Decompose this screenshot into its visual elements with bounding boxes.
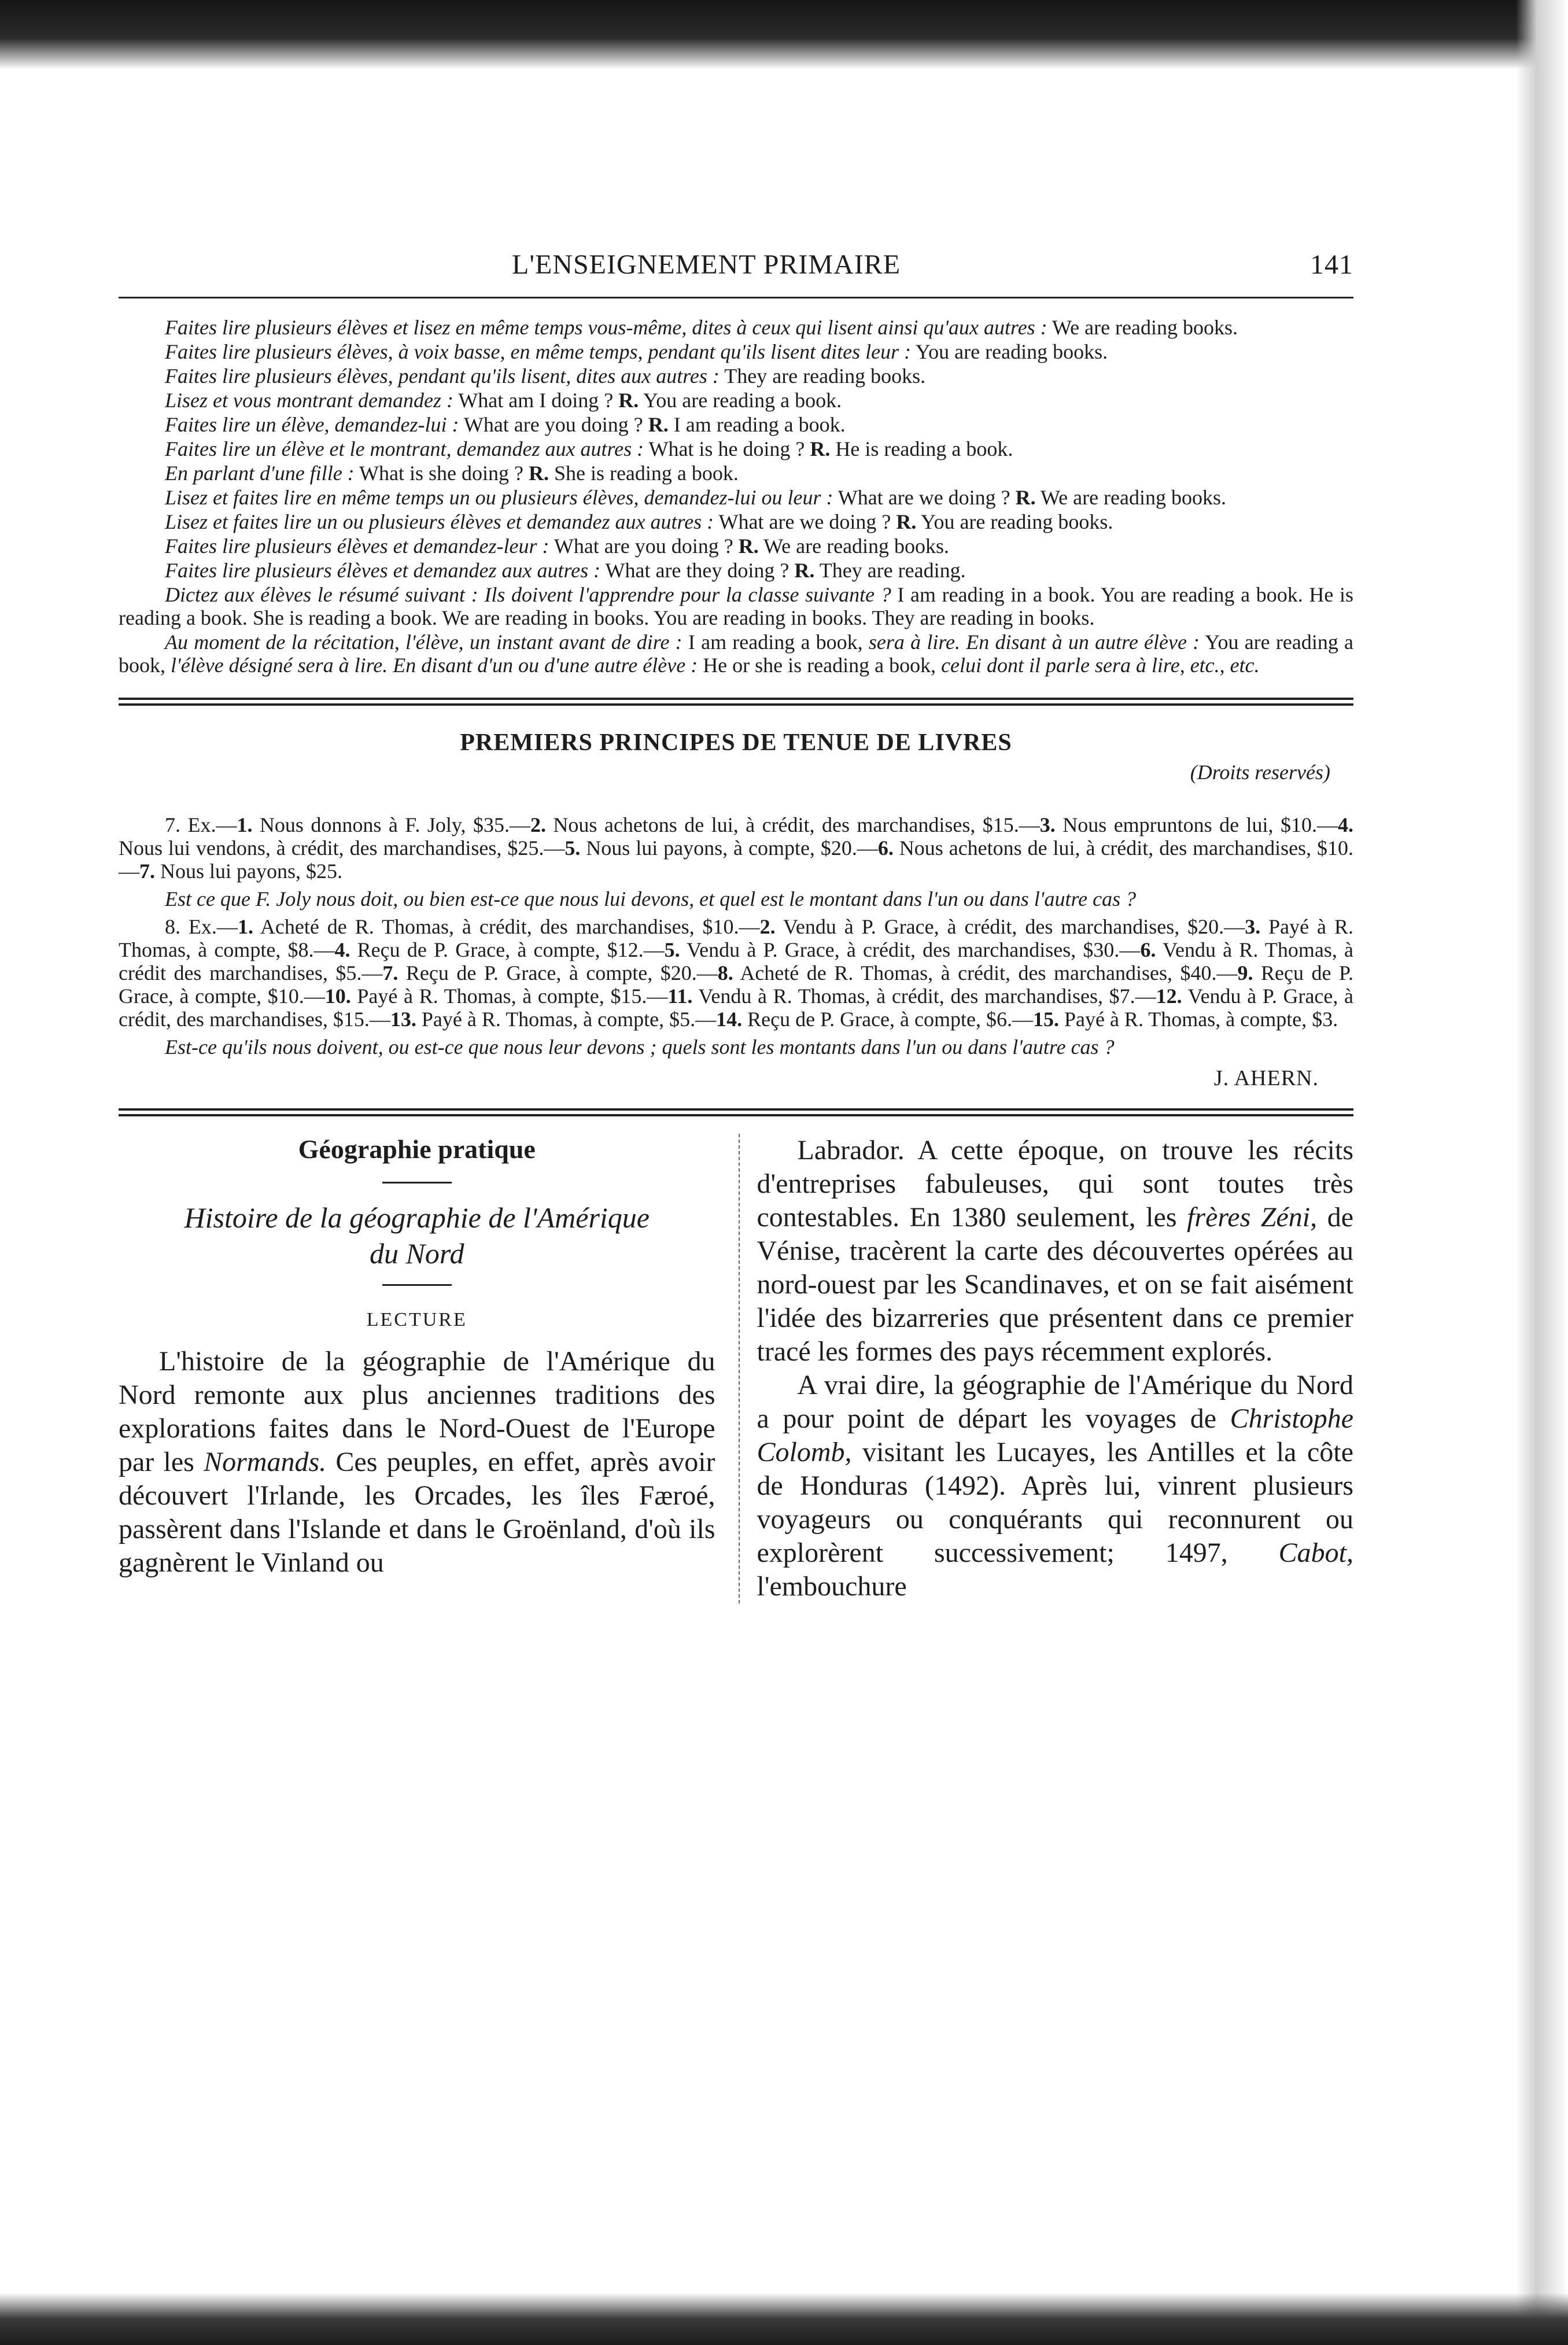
item-number: 9. [1237, 961, 1253, 985]
italic-text: sera à lire. En disant à un autre élève : [868, 631, 1200, 654]
exercise-paragraph [119, 364, 1353, 388]
geography-title: Géographie pratique [298, 1134, 536, 1164]
text-run: What is he doing ? [644, 437, 810, 460]
journal-title: L'ENSEIGNEMENT PRIMAIRE [512, 249, 901, 280]
text-run: We are reading books. [758, 534, 950, 558]
text-run: What am I doing ? [453, 389, 619, 412]
lecture-label: LECTURE [366, 1309, 467, 1330]
right-column [740, 1134, 1354, 1603]
page-number: 141 [1310, 249, 1353, 280]
exercise-paragraph [119, 389, 1353, 412]
text-run: Reçu de P. Grace, à compte, $12.— [350, 938, 665, 961]
rights-notice: (Droits reservés) [1190, 761, 1330, 784]
exercise-paragraph [119, 316, 1353, 339]
exercise-paragraph [119, 486, 1353, 509]
bookkeeping-exercises [119, 813, 1353, 1059]
text-run: Nous lui payons, à compte, $20.— [580, 836, 878, 860]
left-column-text [119, 1345, 715, 1580]
geography-columns [119, 1134, 1353, 1603]
italic-text: Faites lire un élève, demandez-lui : [165, 413, 459, 436]
item-number: 3. [1245, 915, 1261, 938]
text-run: What are you doing ? [459, 413, 648, 436]
text-run: You are reading books. [911, 340, 1108, 363]
item-number: 3. [1039, 813, 1056, 836]
italic-text: Est-ce qu'ils nous doivent, ou est-ce que nous leur devons ; quels sont les montants dans l'un ou dans l'autre cas ? [165, 1035, 1115, 1059]
text-run: Nous achetons de lui, à crédit, des marchandises, $15.— [545, 813, 1040, 836]
item-number: 4. [334, 938, 351, 961]
bookkeeping-title: PREMIERS PRINCIPES DE TENUE DE LIVRES [460, 729, 1012, 756]
text-run: Reçu de P. Grace, à compte, $20.— [398, 961, 718, 985]
text-run: What are you doing ? [549, 534, 739, 558]
bookkeeping-paragraph [119, 1035, 1353, 1059]
bookkeeping-paragraph [119, 887, 1353, 910]
italic-text: Est ce que F. Joly nous doit, ou bien est-ce que nous lui devons, et quel est le montant dans l'un ou dans l'autre cas ? [165, 887, 1137, 910]
item-number: 6. [1140, 938, 1156, 961]
article-subtitle [119, 1200, 715, 1271]
text-run: Payé à R. Thomas, à compte, $8.— [119, 915, 1353, 961]
item-number: 14. [716, 1008, 743, 1031]
item-number: 5. [565, 836, 581, 860]
italic-text: Normands. [204, 1447, 327, 1477]
text-run: You are reading a book, [119, 631, 1354, 677]
item-number: 13. [390, 1008, 416, 1031]
item-number: R. [810, 437, 831, 460]
italic-text: Lisez et vous montrant demandez : [165, 389, 453, 412]
text-run: Nous empruntons de lui, $10.— [1055, 813, 1338, 836]
text-run: Vendu à P. Grace, à crédit, des marchandises, $20.— [775, 915, 1245, 938]
text-run: I am reading a book. [668, 413, 846, 436]
text-run: He is reading a book. [830, 437, 1013, 460]
left-column [119, 1134, 740, 1603]
text-run: Nous lui vendons, à crédit, des marchandises, $25.— [119, 836, 565, 860]
text-run: I am reading in a book. You are reading a book. He is reading a book. She is reading a book. We are reading in books. You are reading in books. They are reading in books. [119, 583, 1353, 629]
exercise-paragraph [119, 413, 1353, 436]
item-number: 4. [1338, 813, 1354, 836]
text-run: Acheté de R. Thomas, à crédit, des marchandises, $40.— [733, 961, 1238, 985]
italic-text: Cabot, [1278, 1537, 1353, 1568]
item-number: 1. [237, 813, 253, 836]
text-run: L'histoire de la géographie de l'Amérique du Nord remonte aux plus anciennes traditions des explorations faites dans le Nord-Ouest de l'Europe par les [119, 1346, 715, 1477]
exercise-paragraph [119, 559, 1353, 582]
italic-text: Faites lire plusieurs élèves et demandez aux autres : [165, 559, 601, 582]
item-number: 7. [139, 860, 155, 883]
article-subtitle-line2: du Nord [370, 1237, 464, 1270]
text-run: They are reading books. [719, 364, 926, 388]
text-run: You are reading books. [916, 510, 1113, 533]
item-number: R. [1015, 486, 1036, 509]
scan-shadow-bottom [0, 2293, 1568, 2345]
right-column-text [757, 1134, 1354, 1603]
item-number: 2. [530, 813, 546, 836]
item-number: 12. [1156, 985, 1182, 1008]
italic-text: Christophe Colomb, [757, 1403, 1353, 1468]
text-run: They are reading. [814, 559, 966, 582]
text-run: Labrador. A cette époque, on trouve les récits d'entreprises fabuleuses, qui sont toutes très contestables. En 1380 seulement, les [757, 1135, 1353, 1233]
text-run: l'embouchure [757, 1571, 907, 1602]
italic-text: Lisez et faites lire en même temps un ou plusieurs élèves, demandez-lui ou leur : [165, 486, 833, 509]
exercise-paragraph [119, 631, 1353, 677]
article-paragraph [757, 1369, 1354, 1603]
text-run: You are reading a book. [639, 389, 842, 412]
text-run: What are we doing ? [833, 486, 1016, 509]
running-header [119, 249, 1353, 293]
item-number: 5. [664, 938, 680, 961]
article-paragraph [757, 1134, 1354, 1369]
italic-text: Au moment de la récitation, l'élève, un instant avant de dire : [165, 631, 682, 654]
title-rule [382, 1182, 452, 1183]
italic-text: Faites lire plusieurs élèves, pendant qu'ils lisent, dites aux autres : [165, 364, 720, 388]
item-number: 6. [877, 836, 894, 860]
header-rule [119, 297, 1353, 298]
item-number: 2. [759, 915, 776, 938]
italic-text: l'élève désigné sera à lire. En disant d'un ou d'une autre élève : [171, 654, 698, 677]
italic-text: Faites lire plusieurs élèves, à voix basse, en même temps, pendant qu'ils lisent dites leur : [165, 340, 912, 363]
text-run: de Vénise, tracèrent la carte des découvertes opérées au nord-ouest par les Scandinaves, et on se fait aisément l'idée des bizarreries que présentent dans ce premier tracé les formes des pays récemment explorés. [757, 1202, 1354, 1367]
exercise-paragraph [119, 583, 1353, 629]
text-run: 8. Ex.— [165, 915, 238, 938]
author-signature: J. AHERN. [1213, 1066, 1319, 1090]
item-number: 1. [237, 915, 253, 938]
text-run: Nous donnons à F. Joly, $35.— [252, 813, 530, 836]
italic-text: Faites lire un élève et le montrant, demandez aux autres : [165, 437, 644, 460]
text-run: He or she is reading a book, [698, 654, 942, 677]
text-run: Nous lui payons, $25. [155, 860, 342, 883]
bookkeeping-paragraph [119, 915, 1353, 1031]
italic-text: Lisez et faites lire un ou plusieurs élèves et demandez aux autres : [165, 510, 714, 533]
item-number: R. [896, 510, 917, 533]
section-divider-2 [119, 1108, 1353, 1116]
text-run: Vendu à P. Grace, à crédit, des marchandises, $15.— [119, 985, 1353, 1031]
text-run: What are we doing ? [714, 510, 896, 533]
item-number: R. [738, 534, 759, 558]
section-divider [119, 698, 1353, 706]
exercise-paragraph [119, 534, 1353, 558]
text-run: Nous achetons de lui, à crédit, des marchandises, $10.— [119, 836, 1353, 883]
text-run: Payé à R. Thomas, à compte, $15.— [351, 985, 668, 1008]
item-number: 15. [1032, 1008, 1059, 1031]
text-run: Acheté de R. Thomas, à crédit, des marchandises, $10.— [253, 915, 760, 938]
text-run: A vrai dire, la géographie de l'Amérique du Nord a pour point de départ les voyages de [757, 1370, 1353, 1434]
item-number: 8. [717, 961, 733, 985]
text-run: Reçu de P. Grace, à compte, $6.— [742, 1008, 1033, 1031]
italic-text: celui dont il parle sera à lire, etc., etc. [941, 654, 1260, 677]
item-number: R. [618, 389, 639, 412]
bookkeeping-paragraph [119, 813, 1353, 883]
exercise-paragraph [119, 340, 1353, 363]
text-run: Vendu à R. Thomas, à crédit, des marchandises, $7.— [692, 985, 1156, 1008]
article-paragraph [119, 1345, 715, 1580]
italic-text: En parlant d'une fille : [165, 462, 355, 485]
exercise-paragraph [119, 462, 1353, 485]
item-number: 7. [382, 961, 399, 985]
subtitle-rule [382, 1284, 452, 1286]
item-number: R. [794, 559, 815, 582]
exercise-paragraph [119, 437, 1353, 460]
italic-text: frères Zéni, [1187, 1202, 1318, 1233]
scan-shadow-top [0, 0, 1568, 69]
italic-text: Faites lire plusieurs élèves et demandez-leur : [165, 534, 549, 558]
item-number: R. [648, 413, 669, 436]
scan-shadow-right [1516, 0, 1568, 2345]
text-run: Payé à R. Thomas, à compte, $3. [1058, 1008, 1338, 1031]
text-run: She is reading a book. [548, 462, 739, 485]
text-run: visitant les Lucayes, les Antilles et la côte de Honduras (1492). Après lui, vinrent plusieurs voyageurs ou conquérants qui reconnurent ou explorèrent successivement; 1497, [757, 1437, 1353, 1568]
text-run: We are reading books. [1047, 316, 1238, 339]
text-run: 7. Ex.— [165, 813, 237, 836]
text-run: What is she doing ? [354, 462, 529, 485]
text-run: We are reading books. [1035, 486, 1226, 509]
italic-text: Dictez aux élèves le résumé suivant : Ils doivent l'apprendre pour la classe suivante ? [165, 583, 891, 606]
item-number: 11. [667, 985, 693, 1008]
item-number: 10. [324, 985, 351, 1008]
item-number: R. [528, 462, 549, 485]
article-subtitle-line1: Histoire de la géographie de l'Amérique [184, 1201, 650, 1234]
text-run: Vendu à P. Grace, à crédit, des marchandises, $30.— [680, 938, 1141, 961]
text-run: Reçu de P. Grace, à compte, $10.— [119, 961, 1353, 1008]
italic-text: Faites lire plusieurs élèves et lisez en même temps vous-même, dites à ceux qui lisent ainsi qu'aux autres : [165, 316, 1047, 339]
text-run: Vendu à R. Thomas, à crédit des marchandises, $5.— [119, 938, 1354, 985]
text-run: Ces peuples, en effet, après avoir découvert l'Irlande, les Orcades, les îles Færoé, passèrent dans l'Islande et dans le Groënland, d'où ils gagnèrent le Vinland ou [119, 1447, 715, 1578]
reading-exercises [119, 316, 1353, 677]
page-content [119, 249, 1353, 1603]
text-run: What are they doing ? [600, 559, 795, 582]
text-run: I am reading a book, [682, 631, 869, 654]
text-run: Payé à R. Thomas, à compte, $5.— [416, 1008, 717, 1031]
exercise-paragraph [119, 510, 1353, 533]
